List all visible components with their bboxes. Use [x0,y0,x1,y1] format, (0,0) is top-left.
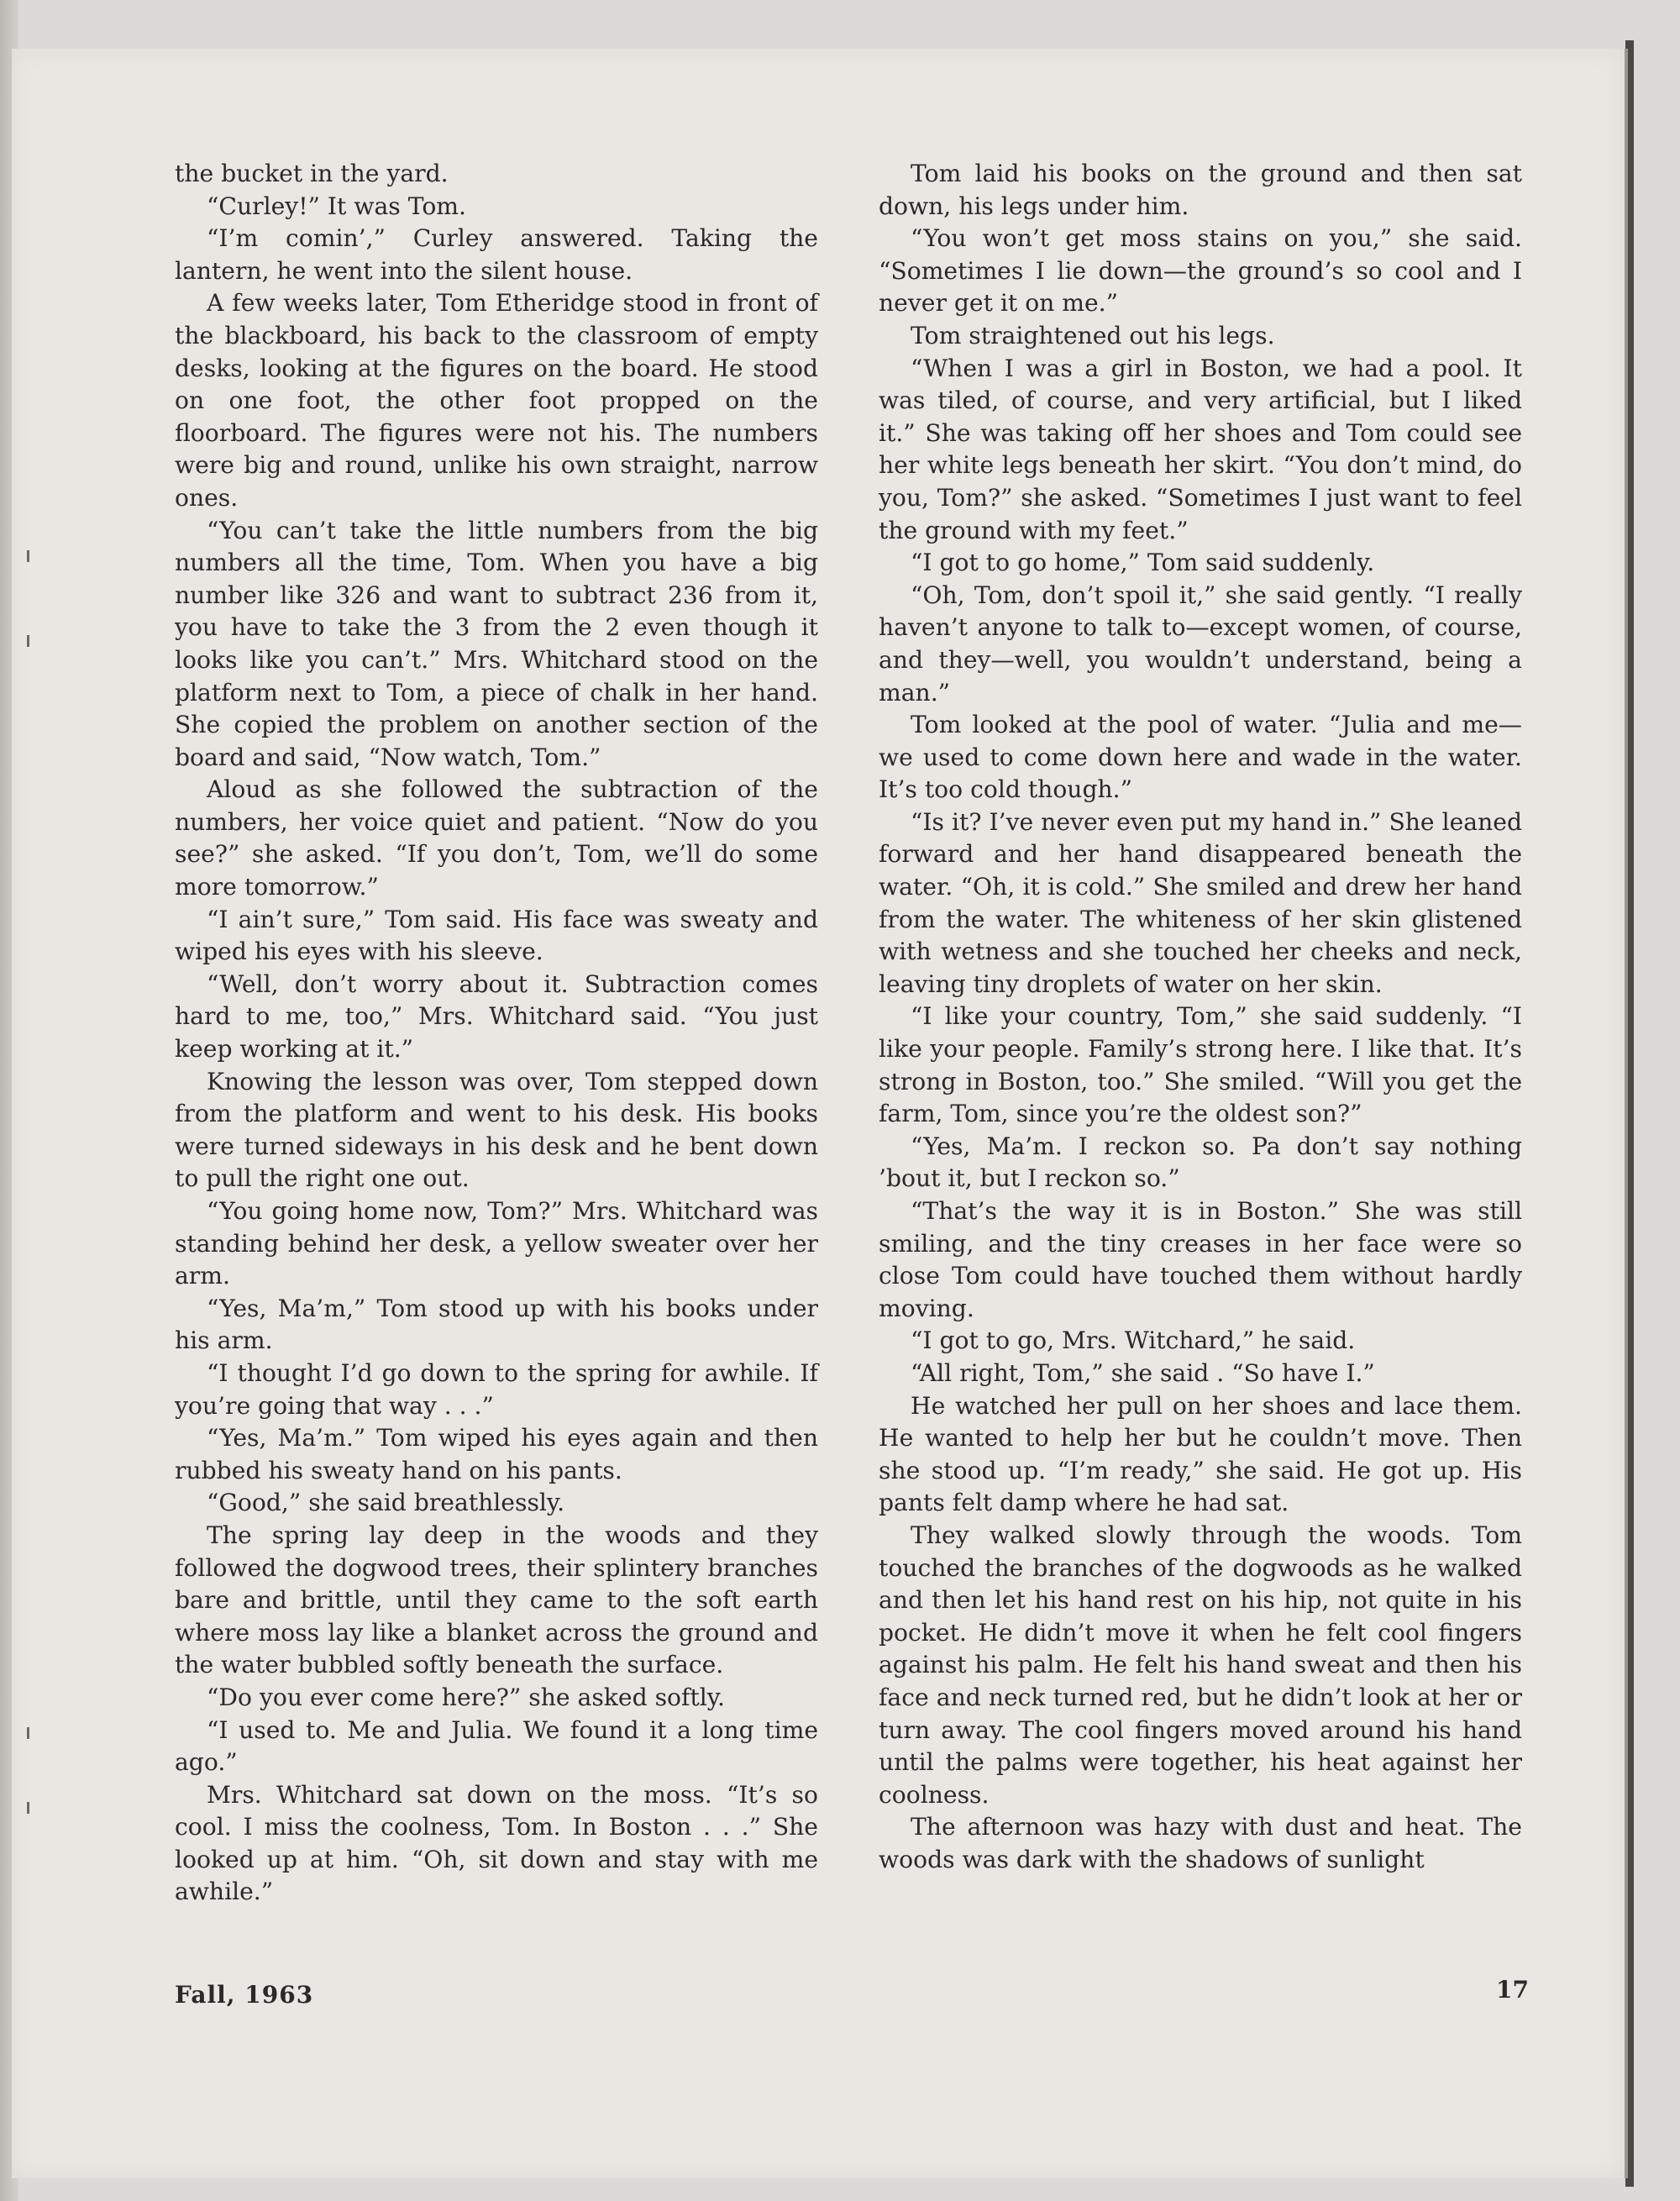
paragraph: Tom straightened out his legs. [911,321,1275,349]
paragraph: He watched her pull on her shoes and lace them. He wanted to help her but he couldn’t move. Then she stood up. “I’m ready,” she said. He got up. His pants felt damp where he had sat. [879,1391,1522,1517]
paragraph: A few weeks later, Tom Etheridge stood in front of the blackboard, his back to the classroom of empty desks, looking at the figures on the board. He stood on one foot, the other foot propped on the floorboard. The figures were not his. The numbers were big and round, unlike his own straight, narrow ones. [175,289,818,512]
paragraph: “Oh, Tom, don’t spoil it,” she said gently. “I really haven’t anyone to talk to—except women, of course, and they—well, you wouldn’t understand, being a man.” [879,580,1522,707]
issue-footer: Fall, 1963 [175,1981,314,2009]
paragraph: “Yes, Ma’m,” Tom stood up with his books under his arm. [175,1294,818,1355]
paragraph: Knowing the lesson was over, Tom stepped down from the platform and went to his desk. His books were turned sideways in his desk and he bent down to pull the right one out. [175,1067,818,1193]
paragraph: “All right, Tom,” she said . “So have I.” [911,1358,1375,1387]
right-text-column [879,158,1522,1876]
paragraph: Tom laid his books on the ground and then sat down, his legs under him. [879,160,1522,220]
paragraph: “I like your country, Tom,” she said suddenly. “I like your people. Family’s strong here. I like that. It’s strong in Boston, too.” She smiled. “Will you get the farm, Tom, since you’re the oldest son?” [879,1002,1522,1128]
paragraph: “I got to go, Mrs. Witchard,” he said. [911,1326,1356,1355]
margin-mark [27,635,29,647]
paragraph: Tom looked at the pool of water. “Julia and me—we used to come down here and wade in the water. It’s too cold though.” [879,711,1522,804]
margin-mark [27,1727,29,1739]
paragraph: The spring lay deep in the woods and they followed the dogwood trees, their splintery branches bare and brittle, until they came to the soft earth where moss lay like a blanket across the ground and the water bubbled softly beneath the surface. [175,1521,818,1679]
paragraph: “I ain’t sure,” Tom said. His face was sweaty and wiped his eyes with his sleeve. [175,905,818,966]
paragraph: Aloud as she followed the subtraction of the numbers, her voice quiet and patient. “Now do you see?” she asked. “If you don’t, Tom, we’ll do some more tomorrow.” [175,775,818,901]
margin-mark [27,1802,29,1814]
paragraph: “I used to. Me and Julia. We found it a long time ago.” [175,1715,818,1777]
paragraph: “Do you ever come here?” she asked softly. [207,1683,725,1711]
paragraph: Mrs. Whitchard sat down on the moss. “It’s so cool. I miss the coolness, Tom. In Boston . . .” She looked up at him. “Oh, sit down and stay with me awhile.” [175,1780,818,1906]
paragraph: “I got to go home,” Tom said suddenly. [911,549,1375,577]
paragraph: “Well, don’t worry about it. Subtraction comes hard to me, too,” Mrs. Whitchard said. “You just keep working at it.” [175,969,818,1064]
paragraph: “Is it? I’ve never even put my hand in.” She leaned forward and her hand disappeared beneath the water. “Oh, it is cold.” She smiled and drew her hand from the water. The whiteness of her skin glistened with wetness and she touched her cheeks and neck, leaving tiny droplets of water on her skin. [879,807,1522,998]
margin-mark [27,550,29,562]
paragraph: “I’m comin’,” Curley answered. Taking the lantern, he went into the silent house. [175,224,818,285]
paragraph: They walked slowly through the woods. Tom touched the branches of the dogwoods as he walked and then let his hand rest on his hip, not quite in his pocket. He didn’t move it when he felt cool fingers against his palm. He felt his hand sweat and then his face and neck turned red, but he didn’t look at her or turn away. The cool fingers moved around his hand until the palms were together, his heat against her coolness. [879,1521,1522,1809]
paragraph: “Yes, Ma’m.” Tom wiped his eyes again and then rubbed his sweaty hand on his pants. [175,1424,818,1484]
paragraph: “I thought I’d go down to the spring for awhile. If you’re going that way . . .” [175,1358,818,1420]
left-text-column [175,158,818,1909]
paragraph: “Yes, Ma’m. I reckon so. Pa don’t say nothing ’bout it, but I reckon so.” [879,1132,1522,1193]
paragraph: “Curley!” It was Tom. [207,192,466,220]
paragraph: “That’s the way it is in Boston.” She was still smiling, and the tiny creases in her face were so close Tom could have touched them without hardly moving. [879,1197,1522,1322]
paragraph: “When I was a girl in Boston, we had a pool. It was tiled, of course, and very artificial, but I liked it.” She was taking off her shoes and Tom could see her white legs beneath her skirt. “You don’t mind, do you, Tom?” she asked. “Sometimes I just want to feel the ground with my feet.” [879,354,1522,544]
page-number: 17 [1496,1976,1529,2004]
paragraph: “You going home now, Tom?” Mrs. Whitchard was standing behind her desk, a yellow sweater over her arm. [175,1197,818,1290]
paragraph: the bucket in the yard. [175,160,449,187]
paragraph: The afternoon was hazy with dust and heat. The woods was dark with the shadows of sunlight [879,1813,1522,1873]
paragraph: “You can’t take the little numbers from the big numbers all the time, Tom. When you have a big number like 326 and want to subtract 236 from it, you have to take the 3 from the 2 even though it looks like you can’t.” Mrs. Whitchard stood on the platform next to Tom, a piece of chalk in her hand. She copied the problem on another section of the board and said, “Now watch, Tom.” [175,516,818,771]
paragraph: “Good,” she said breathlessly. [207,1489,565,1517]
paragraph: “You won’t get moss stains on you,” she said. “Sometimes I lie down—the ground’s so cool and I never get it on me.” [879,224,1522,318]
